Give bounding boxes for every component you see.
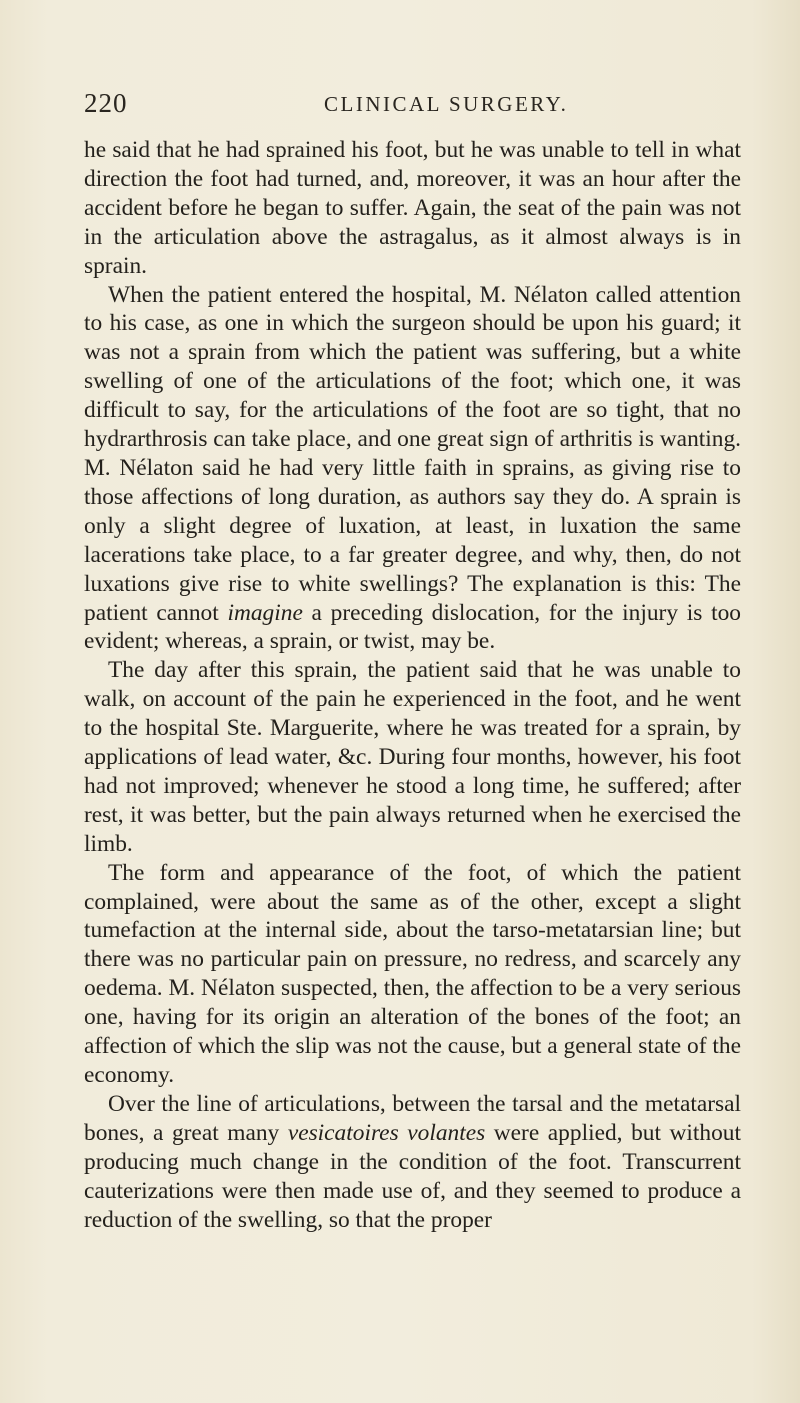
- page-number: 220: [84, 88, 128, 118]
- paragraph-text: Over the line of articulations, between the tarsal and the metatarsal bones, a great many: [84, 1090, 741, 1146]
- paragraph-text: The day after this sprain, the patient said that he was unable to walk, on account of the pain he experienced in the foot, and he went to the hospital Ste. Marguerite, where he was treated for a sprain, by applications of lead water, &c. During four months, however, his foot had not improved; whenever he stood a long time, he suffered; after rest, it was better, but the pain always returned when he exercised the limb.: [84, 657, 741, 857]
- paragraph-5: [84, 1090, 741, 1235]
- italic-term-imagine: imagine: [227, 599, 303, 626]
- running-title: CLINICAL SURGERY.: [324, 92, 569, 116]
- paragraph-3: [84, 656, 741, 858]
- paragraph-4: [84, 859, 741, 1090]
- paragraph-text: were applied, but without producing much change in the condition of the foot. Transcurrent cauterizations were then made use of, and they seemed to produce a reduction of the swelling, so that the proper: [84, 1119, 741, 1233]
- paragraph-1: [84, 136, 741, 281]
- paragraph-text: he said that he had sprained his foot, but he was unable to tell in what direction the foot had turned, and, moreover, it was an hour after the accident before he began to suffer. Again, the seat of the pain was not in the articulation above the astragalus, as it almost always is in sprain.: [84, 137, 741, 279]
- paragraph-text: a preceding dislocation, for the injury is too evident; whereas, a sprain, or twist, may be.: [84, 599, 741, 655]
- paragraph-text: The form and appearance of the foot, of which the patient complained, were about the same as of the other, except a slight tumefaction at the internal side, about the tarso-metatarsian line; but there was no particular pain on pressure, no redress, and scarcely any oedema. M. Nélaton suspected, then, the affection to be a very serious one, having for its origin an alteration of the bones of the foot; an affection of which the slip was not the cause, but a general state of the economy.: [84, 859, 741, 1088]
- italic-term-vesicatoires-volantes: vesicatoires volantes: [287, 1119, 486, 1146]
- paragraph-text: When the patient entered the hospital, M. Nélaton called attention to his case, as one in which the surgeon should be upon his guard; it was not a sprain from which the patient was suffering, but a white swelling of one of the articulations of the foot; which one, it was difficult to say, for the articulations of the foot are so tight, that no hydrarthrosis can take place, and one great sign of arthritis is wanting. M. Nélaton said he had very little faith in sprains, as giving rise to those affections of long duration, as authors say they do. A sprain is only a slight degree of luxation, at least, in luxation the same lacerations take place, to a far greater degree, and why, then, do not luxations give rise to white swellings? The explanation is this: The patient cannot: [84, 281, 741, 626]
- running-head: [84, 88, 734, 120]
- body-text: [84, 136, 741, 1234]
- paragraph-2: [84, 281, 741, 657]
